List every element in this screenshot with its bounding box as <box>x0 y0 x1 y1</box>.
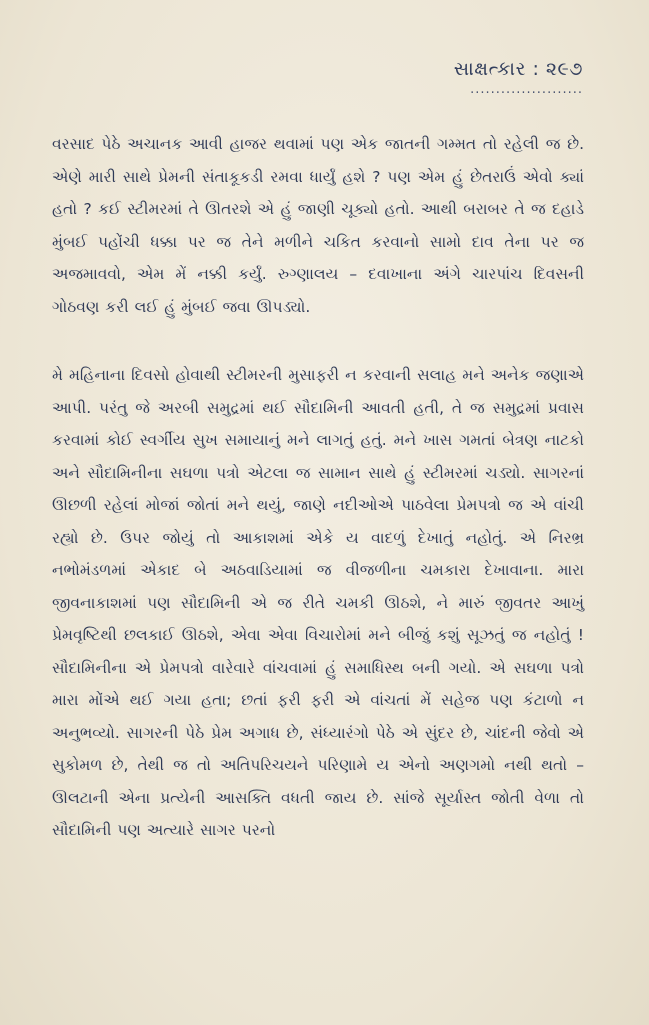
paragraph-2: મે મહિનાના દિવસો હોવાથી સ્ટીમરની મુસાફરી ન કરવાની સલાહ મને અનેક જણાએ આપી. પરંતુ જે અરબી સમુદ્રમાં થઈ સૌદામિની આવતી હતી, તે જ સમુદ્રમાં પ્રવાસ કરવામાં કોઈ સ્વર્ગીય સુખ સમાયાનું મને લાગતું હતું. મને ખાસ ગમતાં બેત્રણ નાટકો અને સૌદામિનીના સઘળા પત્રો એટલા જ સામાન સાથે હું સ્ટીમરમાં ચડ્યો. સાગરનાં ઊછળી રહેલાં મોજાં જોતાં મને થયું, જાણે નદીઓએ પાઠવેલા પ્રેમપત્રો જ એ વાંચી રહ્યો છે. ઉપર જોયું તો આકાશમાં એકે ય વાદળું દેખાતું નહોતું. એ નિરભ્ર નભોમંડળમાં એકાદ બે અઠવાડિયામાં જ વીજળીના ચમકારા દેખાવાના. મારા જીવનાકાશમાં પણ સૌદામિની એ જ રીતે ચમકી ઊઠશે, ને મારું જીવતર આખું પ્રેમવૃષ્ટિથી છલકાઈ ઊઠશે, એવા એવા વિચારોમાં મને બીજું કશું સૂઝતું જ નહોતું ! સૌદામિનીના એ પ્રેમપત્રો વારેવારે વાંચવામાં હું સમાધિસ્થ બની ગયો. એ સઘળા પત્રો મારા મોંએ થઈ ગયા હતા; છતાં ફરી ફરી એ વાંચતાં મેં સહેજ પણ કંટાળો ન અનુભવ્યો. સાગરની પેઠે પ્રેમ અગાધ છે, સંધ્યારંગો પેઠે એ સુંદર છે, ચાંદની જેવો એ સુકોમળ છે, તેથી જ તો અતિપરિચયને પરિણામે ય એનો અણગમો નથી થતો – ઊલટાની એના પ્રત્યેની આસક્તિ વધતી જાય છે. સાંજે સૂર્યાસ્ત જોતી વેળા તો સૌદામિની પણ અત્યારે સાગર પરનો <box>52 366 584 839</box>
page-header <box>454 58 583 97</box>
paragraph-1: વરસાદ પેઠે અચાનક આવી હાજર થવામાં પણ એક જાતની ગમ્મત તો રહેલી જ છે. એણે મારી સાથે પ્રેમની સંતાકૂકડી રમવા ધાર્યું હશે ? પણ એમ હું છેતરાઉં એવો ક્યાં હતો ? કઈ સ્ટીમરમાં તે ઊતરશે એ હું જાણી ચૂક્યો હતો. આથી બરાબર તે જ દહાડે મુંબઈ પહોંચી ધક્કા પર જ તેને મળીને ચકિત કરવાનો સામો દાવ તેના પર જ અજમાવવો, એમ મેં નક્કી કર્યું. રુગ્ણાલય – દવાખાના અંગે ચારપાંચ દિવસની ગોઠવણ કરી લઈ હું મુંબઈ જવા ઊપડ્યો. <box>52 135 584 316</box>
header-dotted-rule: ...................... <box>470 82 583 97</box>
running-head: સાક્ષત્કાર : ૨૯૭ <box>453 58 583 80</box>
body-text <box>52 128 584 847</box>
